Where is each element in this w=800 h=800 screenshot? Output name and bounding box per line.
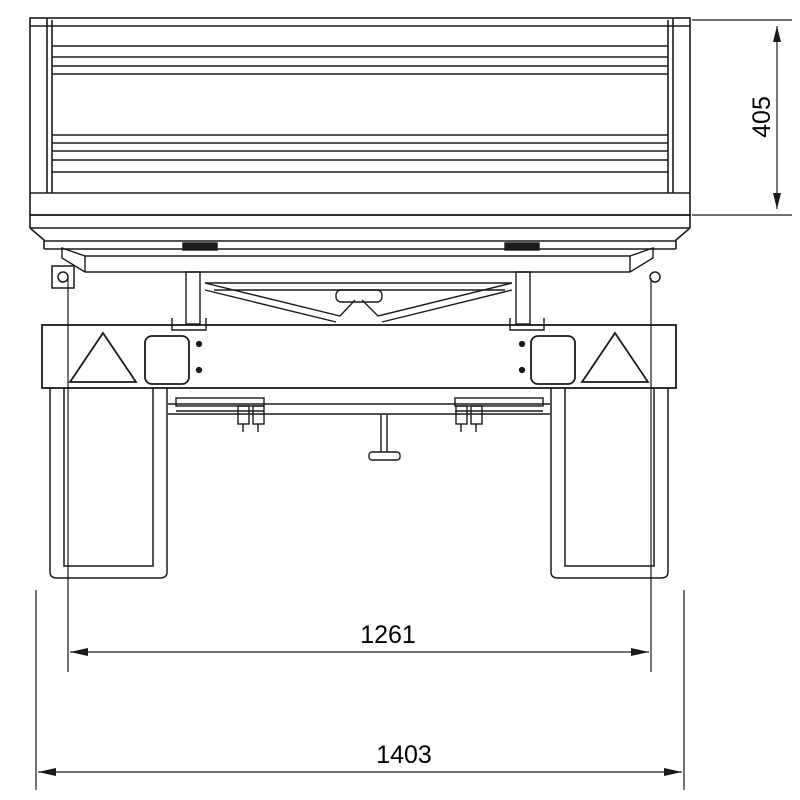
- arrow-1261-right: [631, 648, 649, 656]
- frame-side-rails-group: [50, 266, 668, 578]
- arrow-405-top: [773, 26, 781, 42]
- axle-v-linkage-left-lower: [205, 290, 336, 322]
- corner-bolt-left: [58, 272, 68, 282]
- spring-seat-left: [176, 398, 264, 406]
- hanger-bracket-left: [186, 272, 200, 324]
- chassis-deck-group: [30, 215, 690, 249]
- fender-right-inner: [565, 388, 654, 566]
- rear-cross-member-group: [42, 325, 676, 388]
- warning-triangle-left: [70, 333, 136, 382]
- deck-right-chamfer: [676, 228, 690, 249]
- fastener-dot-4: [520, 368, 524, 372]
- tail-light-right: [531, 336, 575, 384]
- centre-hitch-block: [336, 290, 382, 302]
- fastener-dot-3: [520, 342, 524, 346]
- axle-assembly-group: [168, 398, 550, 460]
- warning-triangle-right: [582, 333, 648, 382]
- spring-seat-right: [455, 398, 543, 406]
- body-outer-rect: [30, 18, 690, 215]
- dimension-overall-1403: [36, 590, 684, 790]
- arrow-405-bottom: [773, 193, 781, 209]
- bump-stop-left: [183, 243, 217, 250]
- deck-left-chamfer: [30, 228, 44, 249]
- arrow-1403-left: [38, 768, 56, 776]
- tipper-body-group: [30, 18, 690, 215]
- axle-v-linkage-left: [205, 283, 355, 316]
- u-bolt-block-right-1: [456, 406, 467, 424]
- tail-light-left: [145, 336, 189, 384]
- under-body-detail-group: [62, 243, 653, 330]
- u-bolt-block-right-2: [471, 406, 482, 424]
- dimension-label-1403: 1403: [376, 741, 432, 769]
- u-bolt-block-left-2: [253, 406, 264, 424]
- bump-stop-right: [505, 243, 539, 250]
- dimension-label-405: 405: [748, 96, 776, 138]
- fastener-dot-2: [197, 368, 201, 372]
- dimension-height-405: [692, 20, 792, 215]
- rear-bumper-bar: [42, 325, 676, 388]
- fender-left-inner: [64, 388, 153, 566]
- dimension-label-1261: 1261: [360, 621, 416, 649]
- subframe-right-gusset: [630, 248, 653, 272]
- arrow-1403-right: [664, 768, 682, 776]
- jack-foot-plate: [369, 452, 400, 460]
- axle-v-linkage-right: [362, 283, 512, 316]
- dimension-track-1261: [68, 278, 651, 672]
- axle-v-linkage-right-lower: [382, 290, 512, 322]
- u-bolt-block-left-1: [238, 406, 249, 424]
- fastener-dot-1: [197, 342, 201, 346]
- hanger-bracket-right: [516, 272, 530, 324]
- corner-bracket-left: [52, 266, 74, 288]
- arrow-1261-left: [70, 648, 88, 656]
